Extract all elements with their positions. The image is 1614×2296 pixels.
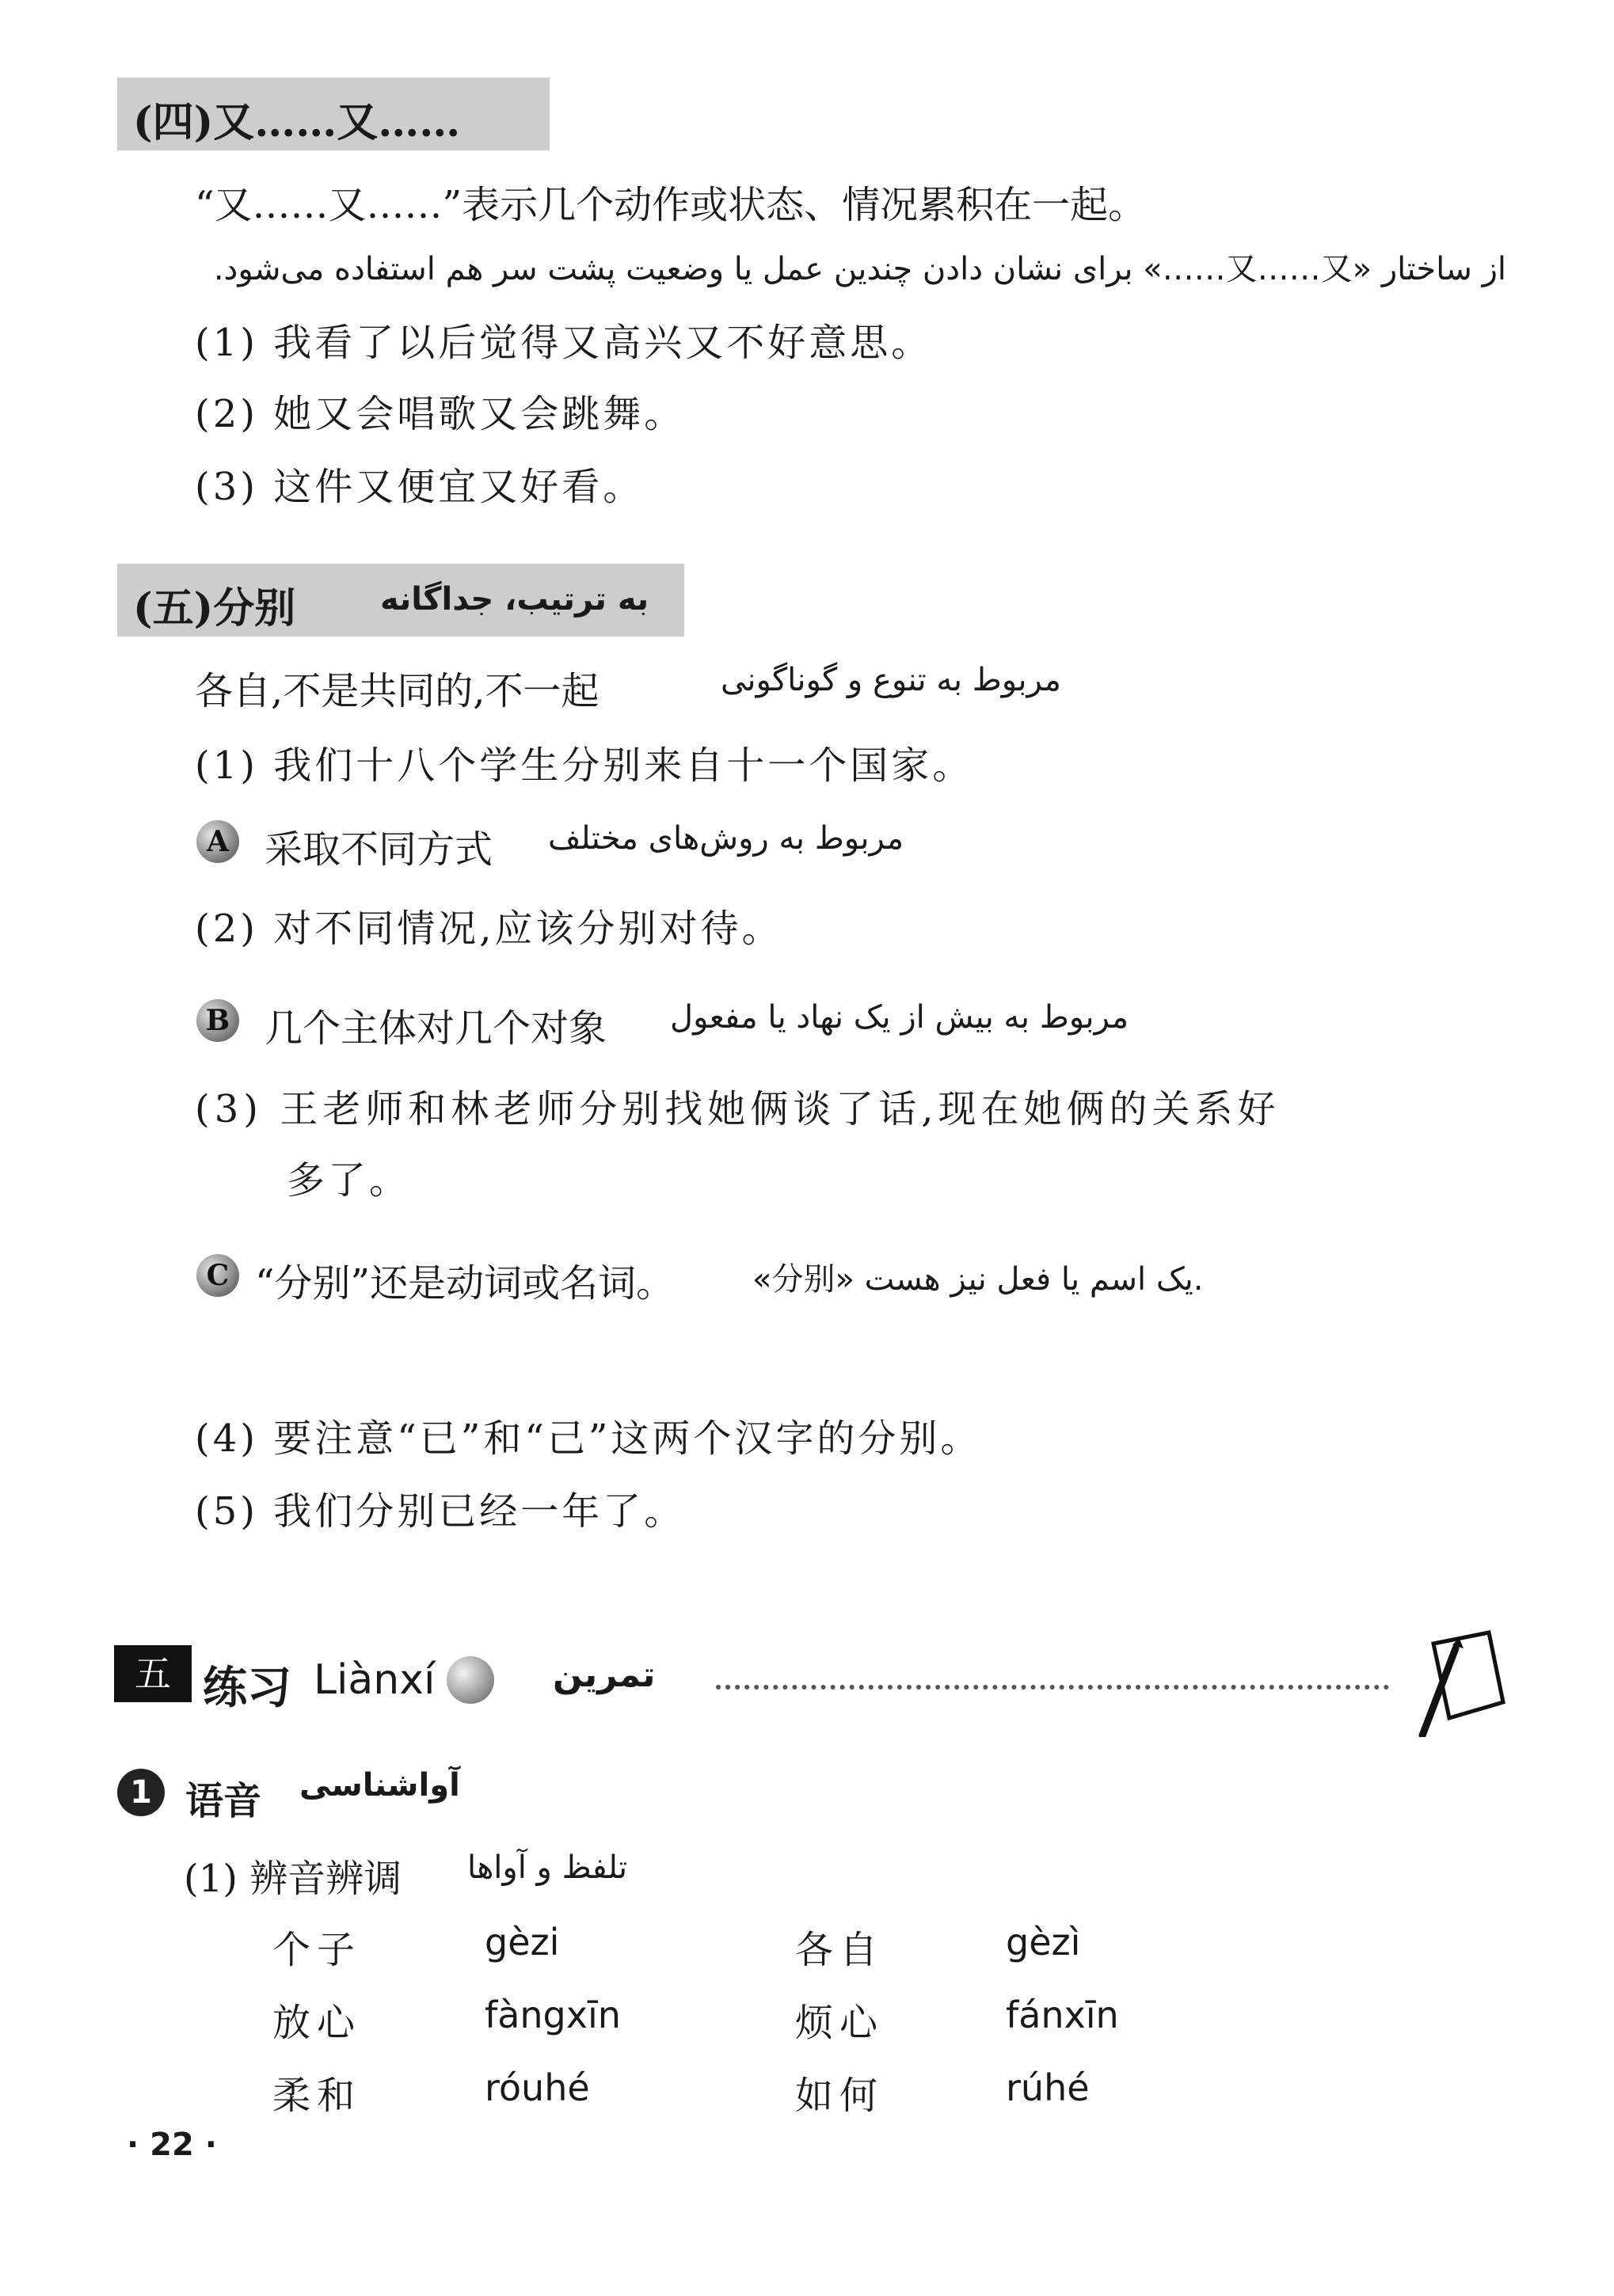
pair-1-pinyin-1: gèzi	[485, 1921, 560, 1963]
section-5-example-4: (4) 要注意“已”和“己”这两个汉字的分别。	[195, 1416, 982, 1461]
exercise-number-box: 五	[114, 1645, 192, 1702]
exercise-title-fa: تمرین	[553, 1655, 656, 1695]
pair-1-word-2: 各自	[795, 1928, 885, 1972]
section-5-example-1: (1) 我们十八个学生分别来自十一个国家。	[195, 743, 974, 788]
section-5-example-3-line-1: (3) 王老师和林老师分别找她俩谈了话,现在她俩的关系好	[195, 1087, 1281, 1131]
usage-b-fa: مربوط به بیش از یک نهاد یا مفعول	[670, 999, 1129, 1036]
section-5-title: (五)分别	[133, 584, 296, 633]
phonetics-number-badge: 1	[117, 1769, 165, 1816]
phonetics-title-zh: 语音	[185, 1779, 262, 1823]
phonetics-title-fa: آواشناسی	[299, 1767, 460, 1804]
phonetics-subtitle-fa: تلفظ و آواها	[467, 1849, 628, 1886]
section-4-description-zh: “又……又……”表示几个动作或状态、情况累积在一起。	[195, 183, 1147, 227]
section-5-example-5: (5) 我们分别已经一年了。	[195, 1489, 686, 1534]
exercise-title-pinyin: Liànxí	[314, 1656, 436, 1704]
pair-2-pinyin-1: fàngxīn	[485, 1994, 621, 2036]
pair-2-word-2: 烦心	[795, 2001, 885, 2045]
usage-c-fa: «分别» یک اسم یا فعل نیز هست.	[752, 1261, 1204, 1298]
section-5-title-fa: به ترتیب، جداگانه	[380, 581, 649, 618]
usage-c-zh: “分别”还是动词或名词。	[255, 1261, 675, 1306]
usage-a-zh: 采取不同方式	[265, 827, 493, 872]
exercise-dot-icon	[447, 1656, 494, 1704]
exercise-title-zh: 练习	[203, 1662, 291, 1714]
marker-b: B	[196, 999, 239, 1042]
usage-a-fa: مربوط به روش‌های مختلف	[548, 820, 904, 857]
phonetics-subtitle-zh: (1) 辨音辨调	[184, 1857, 402, 1901]
section-5-definition-zh: 各自,不是共同的,不一起	[195, 669, 600, 713]
section-5-example-3-line-2: 多了。	[287, 1158, 411, 1203]
section-4-example-1: (1) 我看了以后觉得又高兴又不好意思。	[195, 321, 933, 365]
section-4-example-2: (2) 她又会唱歌又会跳舞。	[195, 392, 686, 436]
pair-1-pinyin-2: gèzì	[1006, 1921, 1081, 1963]
section-4-title: (四)又……又……	[133, 98, 461, 146]
pair-2-word-1: 放心	[272, 2001, 362, 2045]
pair-1-word-1: 个子	[272, 1928, 362, 1972]
pair-2-pinyin-2: fánxīn	[1006, 1994, 1119, 2036]
section-4-example-3: (3) 这件又便宜又好看。	[195, 465, 645, 509]
pair-3-word-2: 如何	[795, 2074, 885, 2118]
pair-3-word-1: 柔和	[272, 2074, 362, 2118]
pair-3-pinyin-1: róuhé	[485, 2066, 590, 2109]
exercise-dotted-leader	[716, 1685, 1389, 1690]
section-5-example-2: (2) 对不同情况,应该分别对待。	[195, 907, 783, 951]
page-number: · 22 ·	[127, 2127, 217, 2163]
pair-3-pinyin-2: rúhé	[1006, 2066, 1090, 2109]
marker-a: A	[196, 820, 239, 863]
section-5-definition-fa: مربوط به تنوع و گوناگونی	[721, 662, 1061, 698]
marker-c: C	[196, 1254, 239, 1297]
section-4-description-fa: از ساختار «又……又……» برای نشان دادن چندین عمل یا وضعیت پشت سر هم استفاده می‌شود.	[213, 251, 1506, 287]
usage-b-zh: 几个主体对几个对象	[265, 1006, 607, 1051]
pencil-paper-icon	[1407, 1626, 1509, 1737]
